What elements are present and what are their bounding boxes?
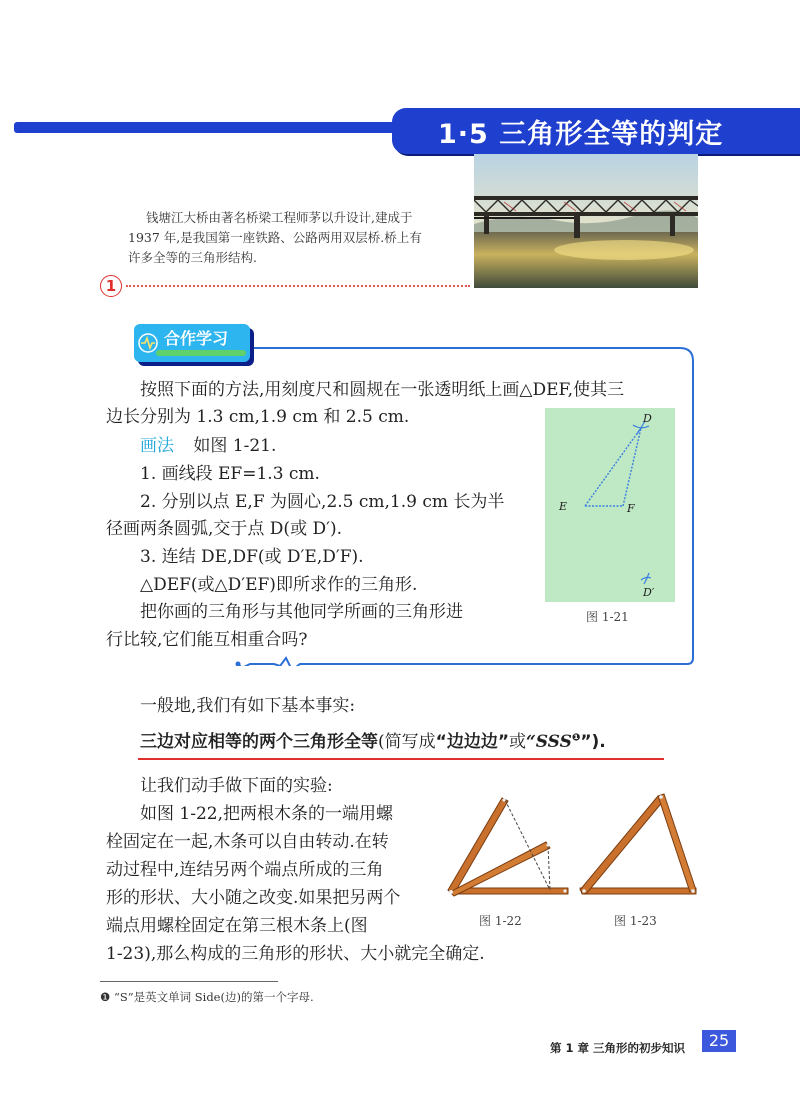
- theorem-footnote-mark: ❶: [571, 732, 581, 744]
- fig21-label-D: D: [643, 412, 652, 425]
- theorem-underline: [138, 758, 664, 760]
- general-statement: 一般地,我们有如下基本事实:: [140, 696, 356, 716]
- fig21-label-E: E: [559, 500, 568, 513]
- experiment-line: 栓固定在一起,木条可以自由转动.在转: [106, 832, 389, 852]
- step-1: 1. 画线段 EF=1.3 cm.: [140, 464, 320, 484]
- bridge-photo: [474, 154, 698, 288]
- theorem-paren-open: (简写成: [378, 732, 436, 752]
- chapter-marker: 1: [100, 275, 122, 297]
- figure-1-21-caption: 图 1-21: [586, 610, 629, 624]
- page-number: 25: [708, 1031, 730, 1050]
- step-2: 2. 分别以点 E,F 为圆心,2.5 cm,1.9 cm 长为半: [140, 492, 505, 512]
- figure-1-21: [545, 408, 675, 602]
- theorem-abbr-cn: “边边边”: [435, 732, 509, 752]
- dotted-rule: [126, 285, 470, 287]
- photo-caption: [128, 208, 458, 268]
- experiment-line: 如图 1-22,把两根木条的一端用螺: [140, 804, 393, 824]
- theorem-or: 或: [509, 732, 526, 752]
- photo-caption-line: 钱塘江大桥由著名桥梁工程师茅以升设计,建成于: [146, 210, 413, 225]
- experiment-line: 动过程中,连结另两个端点所成的三角: [106, 860, 384, 880]
- method-ref: 如图 1-21.: [193, 436, 277, 456]
- photo-caption-line: 1937 年,是我国第一座铁路、公路两用双层桥.桥上有: [128, 230, 422, 245]
- experiment-line: 1-23),那么构成的三角形的形状、大小就完全确定.: [106, 944, 485, 964]
- compare-line: 行比较,它们能互相重合吗?: [106, 630, 308, 650]
- figure-1-23: [578, 790, 702, 906]
- theorem-abbr-close: ”).: [580, 732, 606, 752]
- theorem-text: 三边对应相等的两个三角形全等: [140, 732, 378, 752]
- footnote-rule: [100, 981, 278, 982]
- header-rule: [14, 122, 434, 133]
- step-3: 3. 连结 DE,DF(或 D′E,D′F).: [140, 547, 364, 567]
- experiment-line: 形的形状、大小随之改变.如果把另两个: [106, 888, 401, 908]
- section-title: 1·5 三角形全等的判定: [438, 119, 724, 150]
- experiment-intro: 让我们动手做下面的实验:: [140, 776, 333, 796]
- cooperative-label: 合作学习: [164, 329, 229, 348]
- step-2-cont: 径画两条圆弧,交于点 D(或 D′).: [106, 519, 342, 539]
- theorem-abbr-en: “SSS: [526, 732, 572, 752]
- figure-1-22-caption: 图 1-22: [479, 914, 522, 928]
- intro-line: 按照下面的方法,用刻度尺和圆规在一张透明纸上画△DEF,使其三: [140, 380, 625, 400]
- fig21-label-D-prime: D′: [643, 586, 655, 599]
- intro-line: 边长分别为 1.3 cm,1.9 cm 和 2.5 cm.: [106, 407, 410, 427]
- footnote: ❶ “S”是英文单词 Side(边)的第一个字母.: [100, 990, 314, 1004]
- method-line: [140, 432, 276, 460]
- photo-caption-line: 许多全等的三角形结构.: [128, 250, 257, 265]
- compare-line: 把你画的三角形与其他同学所画的三角形进: [140, 602, 463, 622]
- theorem: [140, 727, 606, 752]
- fig21-label-F: F: [627, 502, 635, 515]
- experiment-line: 端点用螺栓固定在第三根木条上(图: [106, 916, 368, 936]
- method-label: 画法: [140, 436, 174, 456]
- result-line: △DEF(或△D′EF)即所求作的三角形.: [140, 575, 418, 595]
- figure-1-23-caption: 图 1-23: [614, 914, 657, 928]
- figure-1-22: [446, 790, 570, 906]
- footer-chapter: 第 1 章 三角形的初步知识: [550, 1041, 686, 1055]
